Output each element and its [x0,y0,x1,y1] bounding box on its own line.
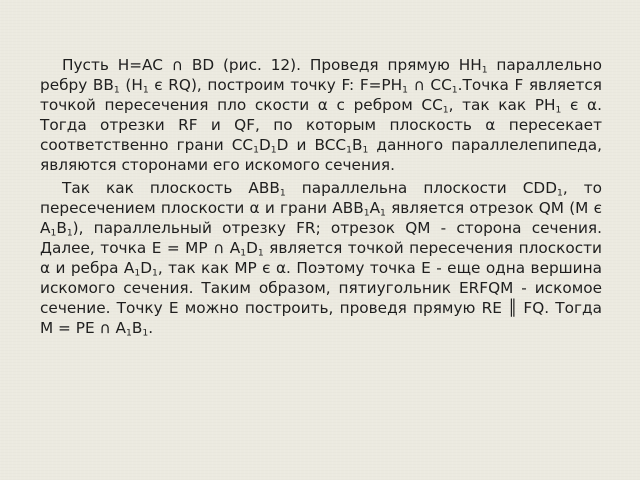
paragraph-2: Так как плоскость $ABB_1$ параллельна плоскости $CDD_1$, то пересечением плоскости α и грани $ABB_1A_1$ является отрезок QM (M є $A_1B_1$), параллельный отрезку FR; отрезок QM - сторона сечения. Далее, точка E = MP ∩ $A_1D_1$ является точкой пересечения плоскости α и ребра $A_1D_1$, так как MP є α. Поэтому точка E - еще одна вершина искомого сечения. Таким образом, пятиугольник ERFQM - искомое сечение. Точку E можно построить, проведя прямую RE ║ FQ. Тогда M = PE ∩ $A_1B_1$. [40,178,603,339]
text-body [40,55,602,338]
paragraph-1: Пусть H=AC ∩ BD (рис. 12). Проведя прямую $HH_1$ параллельно ребру $BB_1$ ($H_1$ є RQ), построим точку F: $F=PH_1$ ∩ $CC_1.Точка$ F является точкой пересечения пло скости α с ребром $CC_1$, так как $PH_1$ є α. Тогда отрезки RF и QF, по которым плоскость α пересекает соответственно грани $CC_1D_1D$ и $BCC_1B_1$ данного параллелепипеда, являются сторонами его искомого сечения. [40,56,602,175]
